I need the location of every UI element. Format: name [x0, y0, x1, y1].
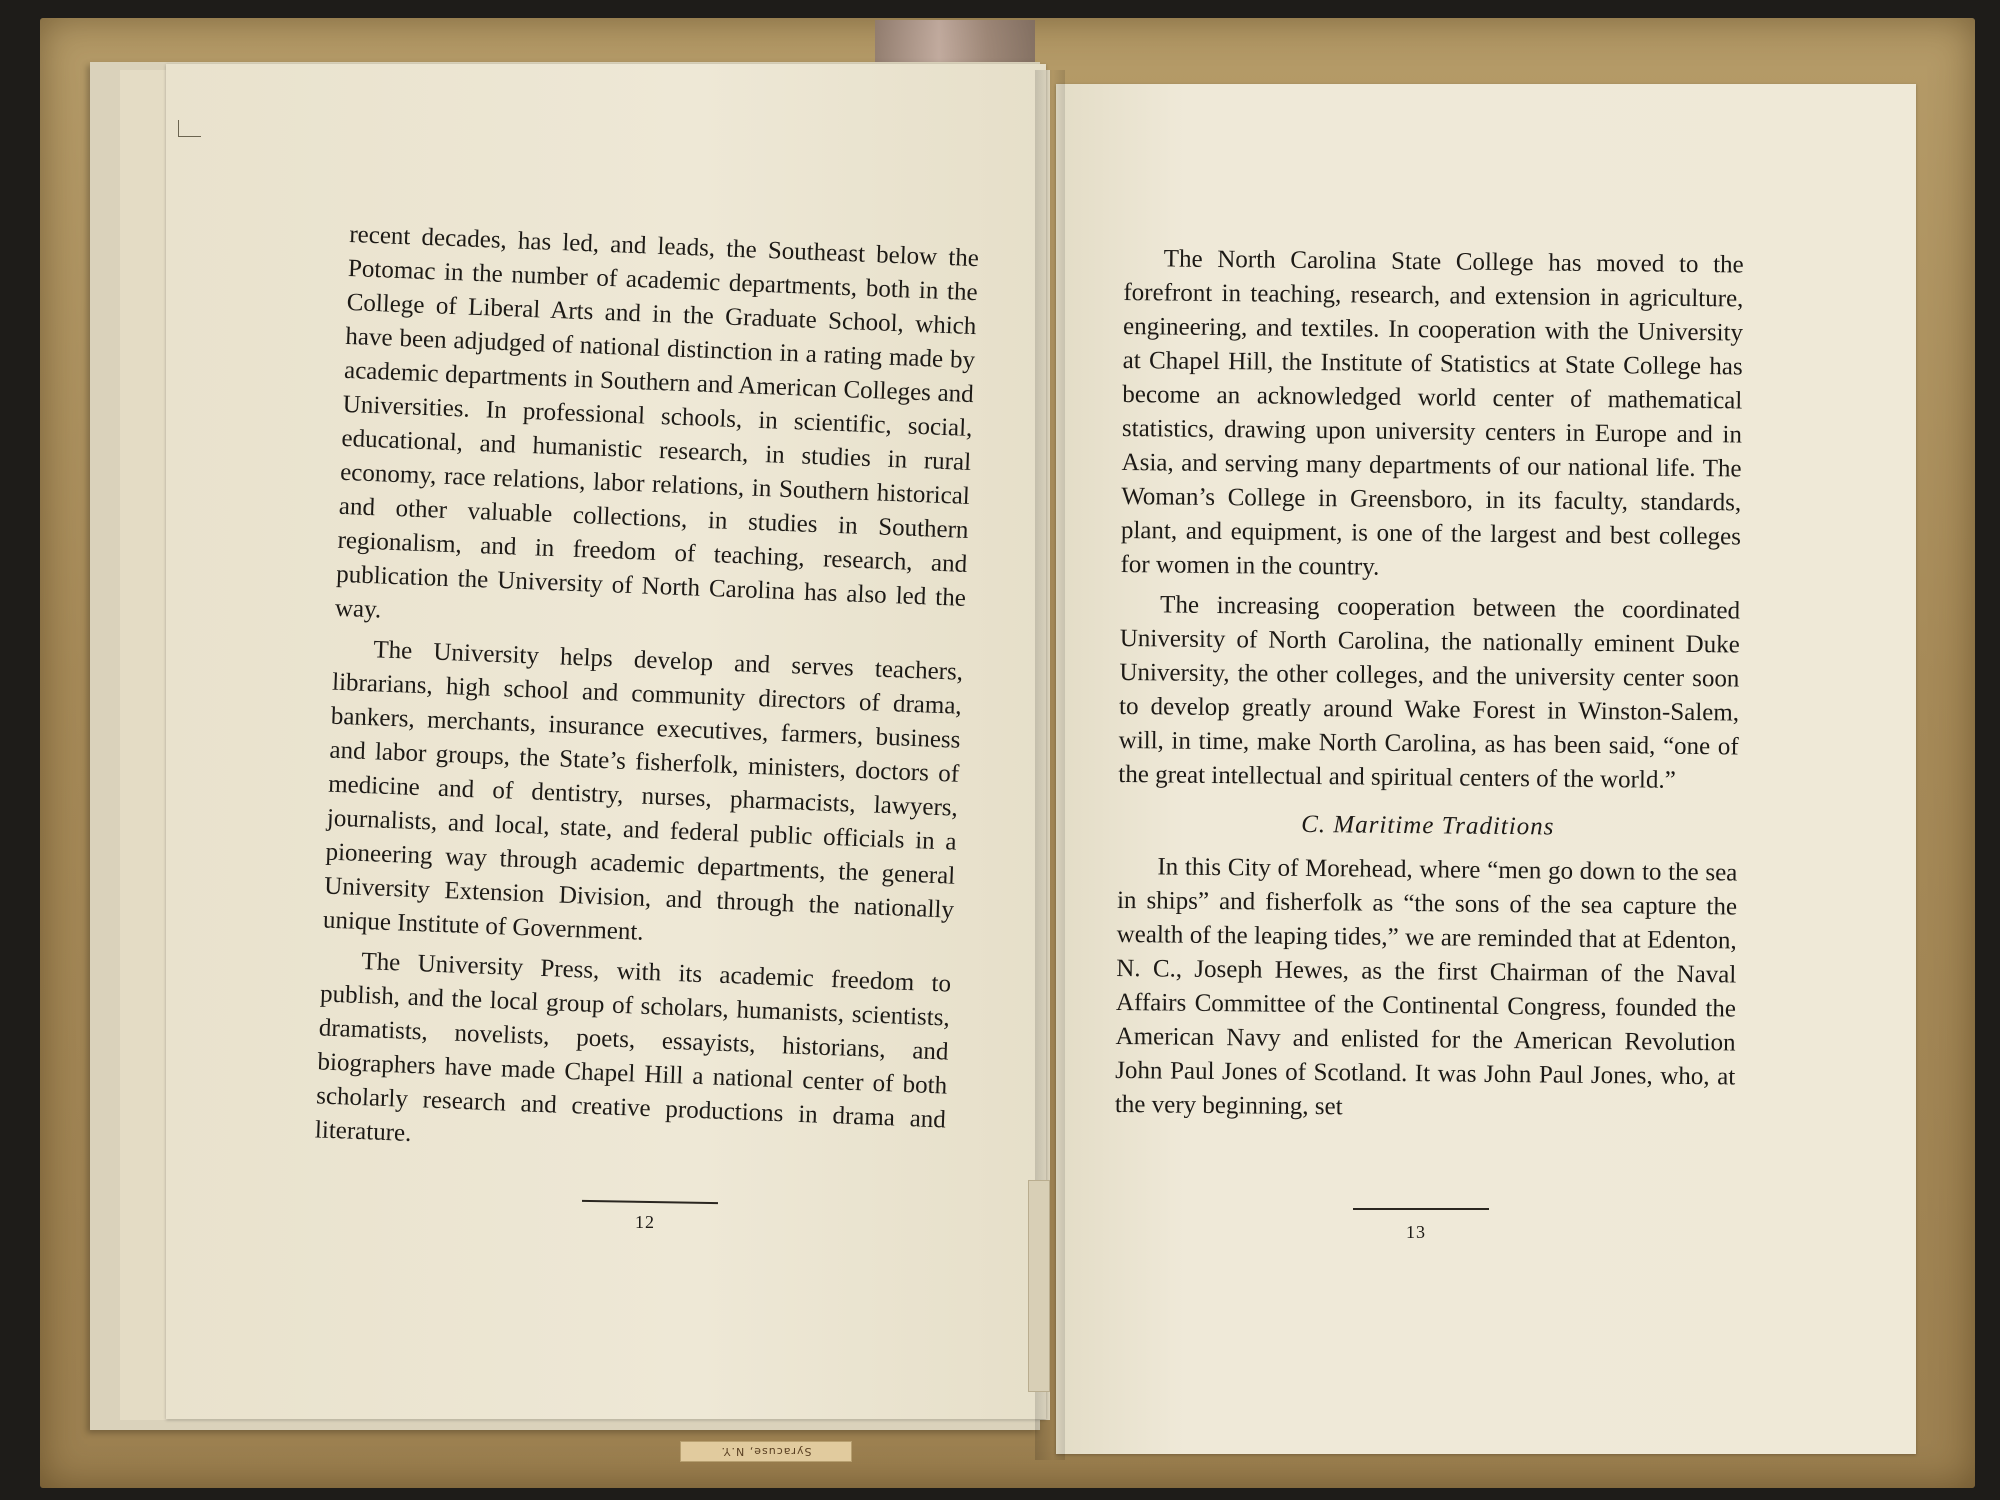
section-heading: C. Maritime Traditions: [1301, 810, 1555, 841]
right-paragraph-1: The North Carolina State College has moved to the forefront in teaching, research, and extension in agriculture, engineering, and textiles. In cooperation with the University at Chapel Hill, the Institute of Statistics at State College has become an acknowledged world center of mathematical statistics, drawing upon university centers in Europe and in Asia, and serving many departments of our national life. The Woman’s College in Greensboro, in its faculty, standards, plant, and equipment, is one of the largest and best colleges for women in the country.: [1120, 245, 1744, 581]
right-section-paragraph-1: In this City of Morehead, where “men go down to the sea in ships” and fisherfolk as “the sons of the sea capture the wealth of the leaping tides,” we are reminded that at Edenton, N. C., Joseph Hewes, as the first Chairman of the Naval Affairs Committee of the Continental Congress, founded the American Navy and enlisted for the American Revolution John Paul Jones of Scotland. It was John Paul Jones, who, at the very beginning, set: [1114, 853, 1738, 1121]
left-paragraph-1: recent decades, has led, and leads, the Southeast below the Potomac in the number of academic departments, both in the College of Liberal Arts and in the Graduate School, which have been adjudged of national distinction in a rating made by academic departments in Southern and American Colleges and Universities. In professional schools, in scientific, social, educational, and humanistic research, in studies in rural economy, race relations, labor relations, in Southern historical and other valuable collections, in studies in Southern regionalism, and in freedom of teaching, research, and publication the University of North Carolina has also led the way.: [334, 220, 980, 624]
binding-label: Syracuse, N.Y.: [680, 1441, 852, 1462]
left-page-number: 12: [635, 1212, 655, 1232]
right-page-text: [1115, 236, 1744, 1128]
left-page-text: [314, 218, 979, 1171]
right-page-rule: [1353, 1208, 1489, 1210]
left-paragraph-2: The University helps develop and serves teachers, librarians, high school and community directors of drama, bankers, merchants, insurance executives, farmers, business and labor groups, the State’s fisherfolk, ministers, doctors of medicine and of dentistry, nurses, pharmacists, lawyers, journalists, and local, state, and federal public officials in a pioneering way through academic departments, the general University Extension Division, and through the nationally unique Institute of Government.: [322, 636, 964, 946]
left-paragraph-3: The University Press, with its academic freedom to publish, and the local group of scholars, humanists, scientists, dramatists, novelists, poets, essayists, historians, and biographers have made Chapel Hill a national center of both scholarly research and creative productions in drama and literature.: [314, 947, 952, 1148]
corner-mark: [178, 120, 201, 137]
right-paragraph-2: The increasing cooperation between the coordinated University of North Carolina, the nationally eminent Duke University, the other colleges, and the university center soon to develop greatly around Wake Forest in Winston-Salem, will, in time, make North Carolina, as has been said, “one of the great intellectual and spiritual centers of the world.”: [1118, 591, 1741, 794]
page-tab-mark: [1028, 1180, 1050, 1392]
right-page-number: 13: [1406, 1222, 1426, 1242]
